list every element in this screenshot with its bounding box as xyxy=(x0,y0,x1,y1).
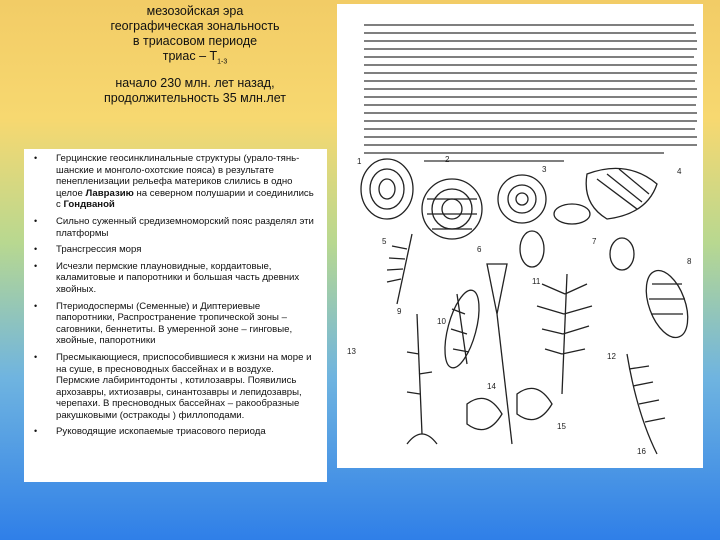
seed-drawing xyxy=(520,231,634,270)
figure-number-15: 15 xyxy=(557,422,566,431)
title-line-1: мезозойская эра xyxy=(146,4,244,18)
fossil-drawings xyxy=(337,154,703,468)
item-text-middle: на северном полушарии и соединились с xyxy=(56,187,314,211)
list-item xyxy=(32,244,319,256)
slide-title xyxy=(70,4,320,106)
figure-number-16: 16 xyxy=(637,447,646,456)
item-text: Сильно суженный средиземноморский пояс разделял эти платформы xyxy=(56,215,314,239)
title-period-label: триас – Т xyxy=(162,49,218,63)
figure-number-1: 1 xyxy=(357,157,362,166)
bullet-marker: • xyxy=(34,153,38,163)
list-item xyxy=(32,216,319,239)
bullet-marker: • xyxy=(34,215,38,226)
list-item xyxy=(32,352,319,422)
figure-number-7: 7 xyxy=(592,237,597,246)
item-text: Пресмыкающиеся, приспособившиеся к жизни на море и на суше, в пресноводных бассейнах и в воздухе. Пермские лабиринтодонты , котилозавры. Появились архозавры, ихтиозавры, синантозавры и лепидозавры, черепахи. В пресноводных бассейнах – ракообразные ракушковыми (остракоды ) филлоподами. xyxy=(56,351,312,421)
figure-number-12: 12 xyxy=(607,352,616,361)
item-text: Руководящие ископаемые триасового периода xyxy=(56,426,266,438)
frond-drawing xyxy=(387,234,412,304)
figure-number-4: 4 xyxy=(677,167,682,176)
fossil-illustration-panel xyxy=(337,4,703,468)
title-line-2: географическая зональность xyxy=(110,19,280,33)
item-text: Трансгрессия моря xyxy=(56,244,142,256)
title-period-subscript: 1-3 xyxy=(217,58,228,66)
list-item xyxy=(32,301,319,347)
figure-number-9: 9 xyxy=(397,307,402,316)
title-line-3: в триасовом периоде xyxy=(132,34,258,48)
item-text: Птериодоспермы (Семенные) и Диптериевые папоротники, Распространение тропической зоны – саговники, беннетиты. В умеренной зоне – гинговые, хвойные, папоротники xyxy=(56,300,293,347)
figure-number-10: 10 xyxy=(437,317,446,326)
ammonite-1-drawing xyxy=(361,159,413,219)
item-text: Исчезли пермские плауновидные, кордаитовые, каламитовые и папоротники и большая часть древних хвойных. xyxy=(56,260,300,295)
bivalve-drawing xyxy=(586,168,657,219)
item-bold-lavrasia: Лавразию xyxy=(85,187,134,199)
figure-number-14: 14 xyxy=(487,382,496,391)
list-item xyxy=(32,261,319,296)
figure-number-3: 3 xyxy=(542,165,547,174)
figure-number-8: 8 xyxy=(687,257,692,266)
text-panel xyxy=(24,149,327,482)
item-text: Герцинские геосинклинальные структуры (урало-тянь-шанские и монголо-охотские пояса) в результате пенепленизации рельефа материков слились в одно целое xyxy=(56,153,300,199)
bullet-marker: • xyxy=(34,426,38,437)
title-line-6: продолжительность 35 млн.лет xyxy=(104,90,286,105)
figure-number-6: 6 xyxy=(477,245,482,254)
ammonite-3-drawing xyxy=(498,175,546,223)
item-bold-gondwana: Гондваной xyxy=(63,199,115,211)
title-line-5: начало 230 млн. лет назад, xyxy=(115,75,275,90)
small-shell-drawing xyxy=(554,204,590,224)
title-line-4 xyxy=(70,49,320,70)
figure-number-2: 2 xyxy=(445,155,450,164)
list-item xyxy=(32,426,319,438)
bullet-marker: • xyxy=(34,244,38,255)
figure-number-5: 5 xyxy=(382,237,387,246)
bullet-marker: • xyxy=(34,300,38,311)
caption-text-block xyxy=(364,17,703,167)
figure-number-11: 11 xyxy=(532,277,541,286)
plant-stem-drawing xyxy=(407,314,437,444)
bullet-marker: • xyxy=(34,351,38,362)
fern-pinna-drawing xyxy=(627,354,665,454)
bullet-marker: • xyxy=(34,260,38,271)
list-item xyxy=(32,153,319,211)
bullet-list xyxy=(32,153,319,438)
figure-number-13: 13 xyxy=(347,347,356,356)
ammonite-2-drawing xyxy=(422,179,482,239)
cone-drawing xyxy=(638,265,696,343)
leaf-drawing xyxy=(438,287,486,372)
conifer-branch-drawing xyxy=(537,274,592,394)
